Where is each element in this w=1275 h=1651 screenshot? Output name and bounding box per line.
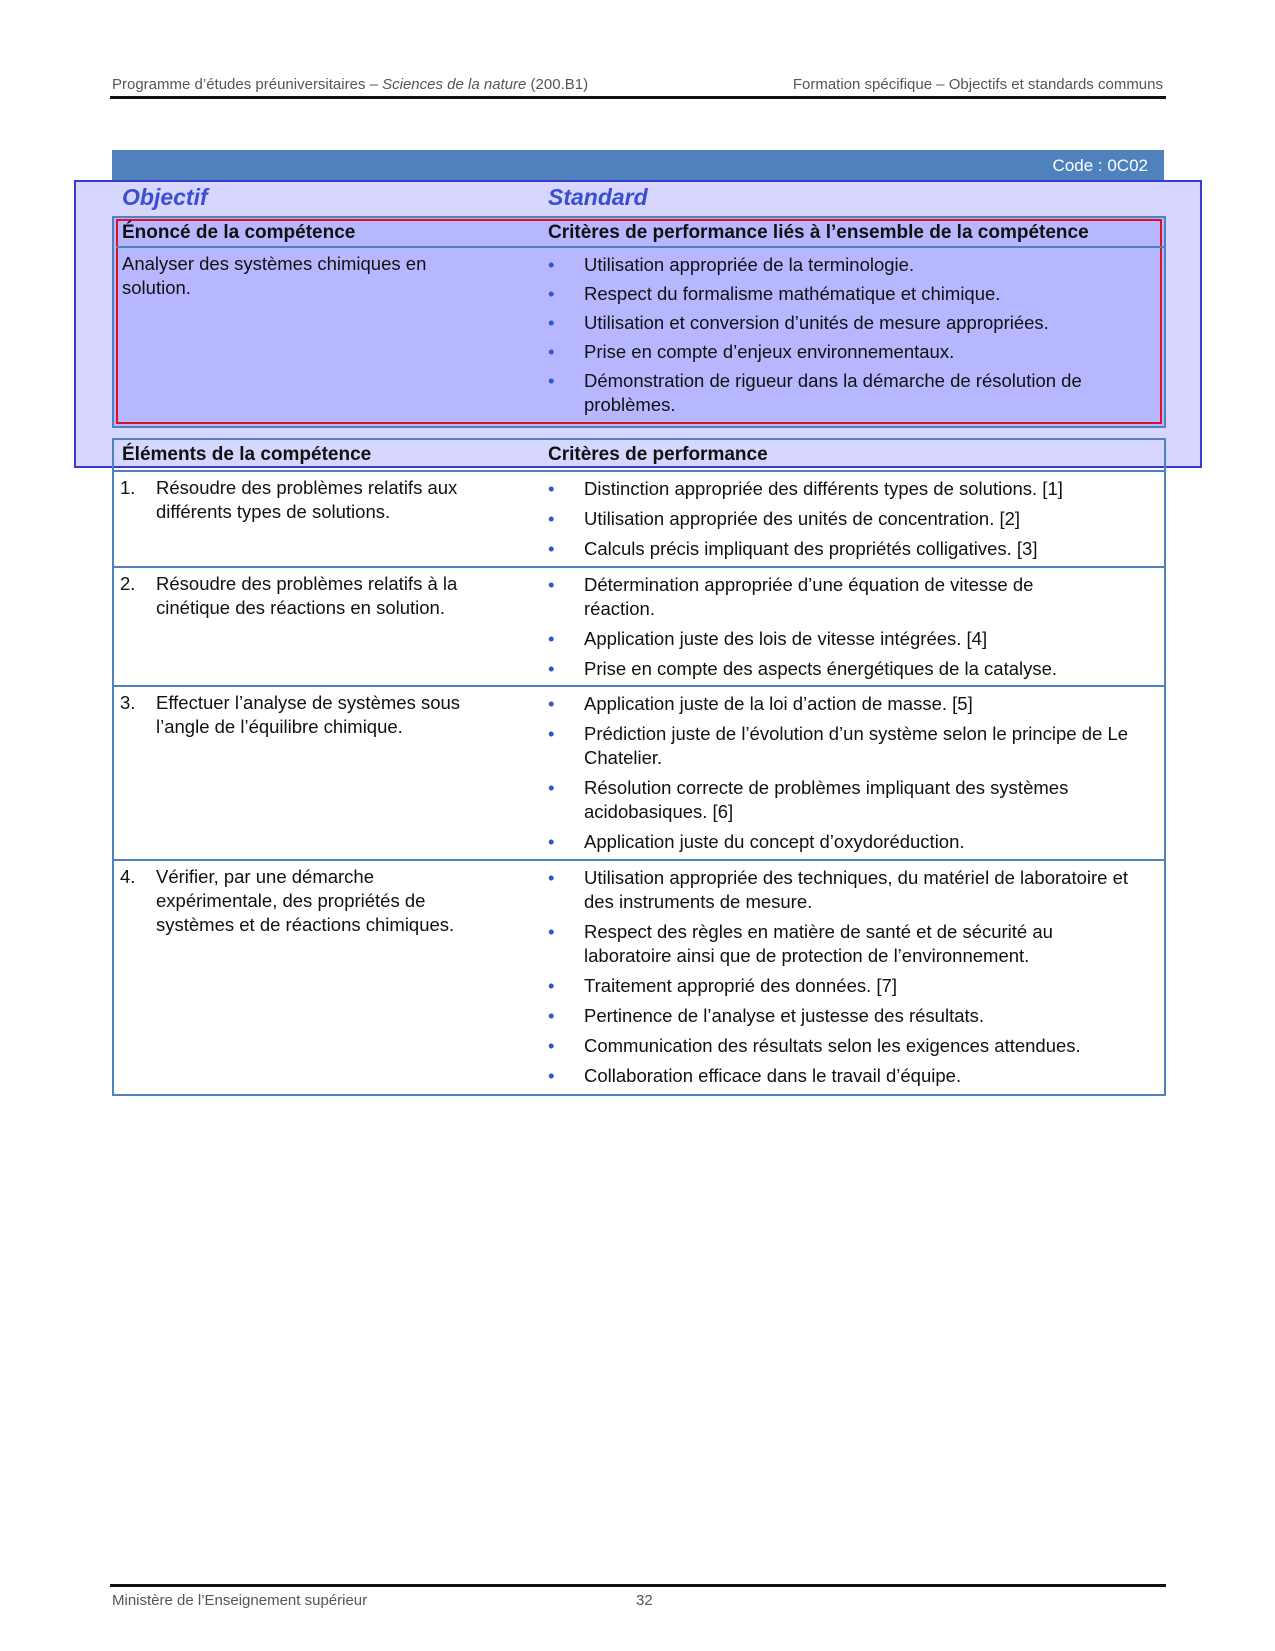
list-item: • Démonstration de rigueur dans la démarche de résolution de problèmes. (548, 369, 1138, 417)
criteres-ensemble-list (548, 253, 1138, 422)
competence-header-divider (116, 246, 1164, 248)
elements-header-divider (114, 470, 1164, 472)
element-text: Résoudre des problèmes relatifs aux différents types de solutions. (156, 477, 458, 522)
list-item: • Application juste des lois de vitesse intégrées. [4] (548, 627, 1108, 651)
element-4 (120, 865, 490, 937)
objectif-label: Objectif (122, 184, 208, 210)
list-item: • Collaboration efficace dans le travail d’équipe. (548, 1064, 1138, 1088)
list-item: • Calculs précis impliquant des propriétés colligatives. [3] (548, 537, 1138, 561)
program-name: Sciences de la nature (382, 76, 527, 93)
list-item: • Utilisation appropriée de la terminologie. (548, 253, 1138, 277)
element-2 (120, 572, 510, 620)
page-number: 32 (636, 1592, 653, 1609)
running-header-section: Formation spécifique – Objectifs et standards communs (792, 76, 1163, 93)
element-text: Vérifier, par une démarche expérimentale, des propriétés de systèmes et de réactions chimiques. (156, 866, 455, 935)
list-item: • Respect des règles en matière de santé et de sécurité au laboratoire ainsi que de protection de l’environnement. (548, 920, 1138, 968)
list-item: • Utilisation et conversion d’unités de mesure appropriées. (548, 311, 1138, 335)
element-number: 1. (120, 477, 136, 498)
element-3 (120, 691, 510, 739)
competence-code: Code : 0C02 (1052, 156, 1148, 175)
list-item: • Distinction appropriée des différents types de solutions. [1] (548, 477, 1138, 501)
element-1 (120, 476, 510, 524)
list-item: • Respect du formalisme mathématique et chimique. (548, 282, 1138, 306)
header-divider (110, 96, 1166, 99)
code-bar (112, 150, 1164, 180)
list-item: • Application juste de la loi d’action de masse. [5] (548, 692, 1138, 716)
enonce-title: Énoncé de la compétence (122, 222, 356, 243)
list-item: • Résolution correcte de problèmes impliquant des systèmes acidobasiques. [6] (548, 776, 1138, 824)
enonce-text: Analyser des systèmes chimiques en solution. (122, 253, 427, 298)
list-item: • Prise en compte des aspects énergétiques de la catalyse. (548, 657, 1108, 681)
element-1-criteres (548, 477, 1138, 567)
list-item: • Traitement approprié des données. [7] (548, 974, 1138, 998)
element-number: 3. (120, 692, 136, 713)
element-3-criteres (548, 692, 1138, 860)
footer-divider (110, 1584, 1166, 1587)
element-text: Résoudre des problèmes relatifs à la cinétique des réactions en solution. (156, 573, 458, 618)
standard-label: Standard (548, 184, 648, 210)
program-prefix: Programme d’études préuniversitaires – (112, 76, 383, 93)
element-text: Effectuer l’analyse de systèmes sous l’angle de l’équilibre chimique. (156, 692, 461, 737)
list-item: • Application juste du concept d’oxydoréduction. (548, 830, 1138, 854)
running-header-program (112, 76, 588, 93)
element-number: 2. (120, 573, 136, 594)
program-code: (200.B1) (526, 76, 589, 93)
list-item: • Prise en compte d’enjeux environnementaux. (548, 340, 1138, 364)
list-item: • Communication des résultats selon les exigences attendues. (548, 1034, 1138, 1058)
element-4-criteres (548, 866, 1138, 1094)
criteres-title: Critères de performance (548, 444, 768, 465)
element-2-criteres (548, 573, 1108, 687)
elements-title: Éléments de la compétence (122, 444, 372, 465)
list-item: • Utilisation appropriée des techniques, du matériel de laboratoire et des instruments de mesure. (548, 866, 1138, 914)
list-item: • Prédiction juste de l’évolution d’un système selon le principe de Le Chatelier. (548, 722, 1138, 770)
list-item: • Détermination appropriée d’une équation de vitesse de réaction. (548, 573, 1108, 621)
criteres-ensemble-title: Critères de performance liés à l’ensemble de la compétence (548, 222, 1089, 243)
element-number: 4. (120, 866, 136, 887)
list-item: • Utilisation appropriée des unités de concentration. [2] (548, 507, 1138, 531)
list-item: • Pertinence de l’analyse et justesse des résultats. (548, 1004, 1138, 1028)
footer-ministry: Ministère de l’Enseignement supérieur (112, 1592, 368, 1609)
